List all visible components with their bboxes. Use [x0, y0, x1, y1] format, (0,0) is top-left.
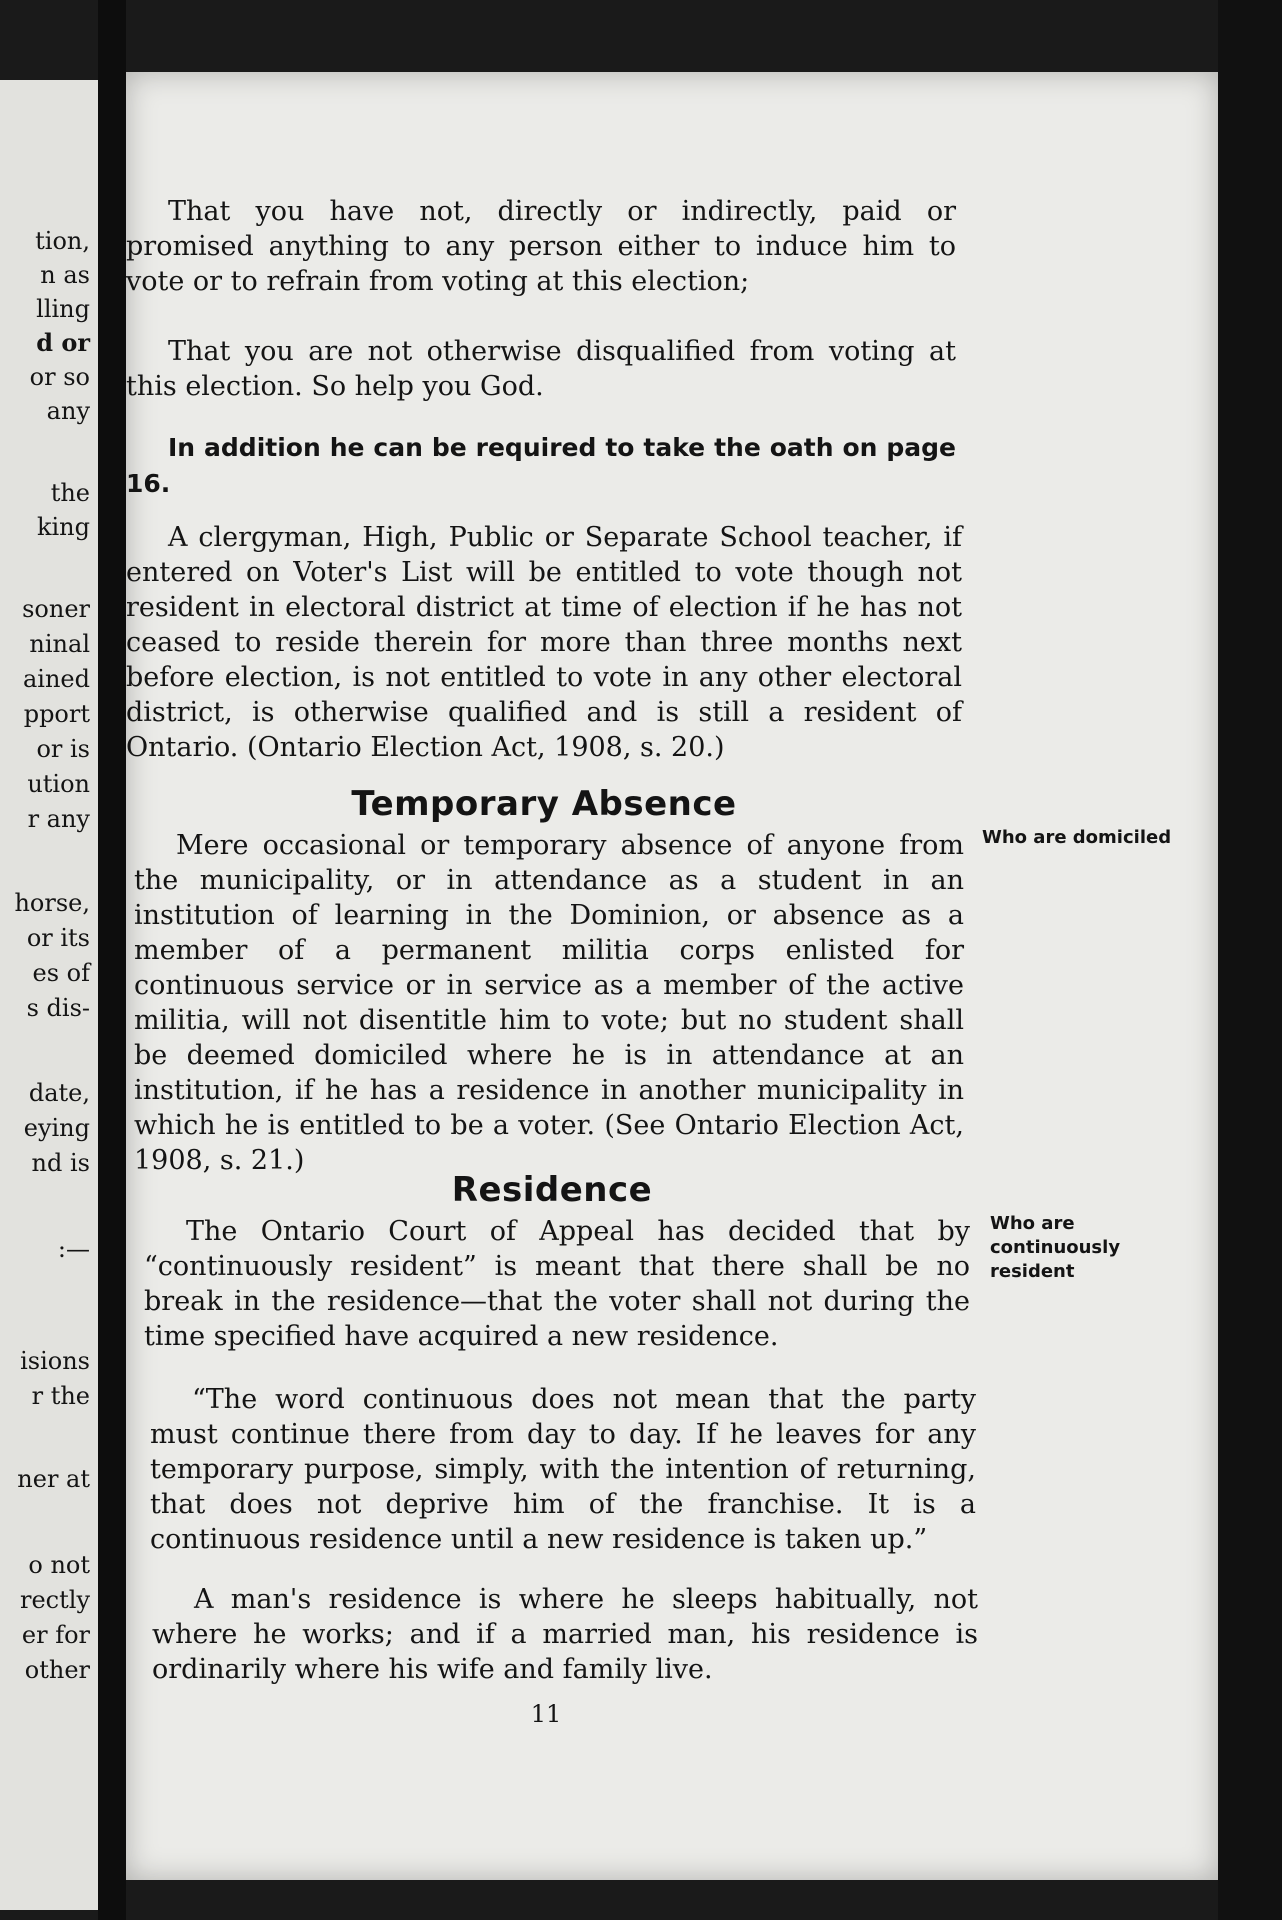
facing-page-fragment: ained: [22, 665, 90, 693]
facing-page-fragment: nd is: [31, 1149, 90, 1177]
facing-page-fragment: es of: [32, 959, 90, 987]
margin-note-domiciled: Who are domiciled: [982, 827, 1172, 848]
residence-paragraph: The Ontario Court of Appeal has decided that by “continuously resident” is meant that there shall be no break in the residence—that the voter shall not during the time specified have acquired a new residence.: [144, 1216, 970, 1352]
additional-oath-note: In addition he can be required to take the oath on page 16.: [126, 433, 956, 498]
margin-note-continuously-resident: Who are continuously resident: [990, 1213, 1121, 1282]
facing-page-fragment: d or: [36, 328, 90, 357]
book-gutter: [98, 0, 126, 1920]
facing-page-fragment: isions: [20, 1347, 90, 1375]
facing-page-fragment: eying: [23, 1114, 90, 1142]
facing-page-fragment: ution: [27, 770, 90, 798]
facing-page-fragment: date,: [28, 1079, 90, 1107]
oath-paragraph: That you have not, directly or indirectly, paid or promised anything to any person either to induce him to vote or to refrain from voting at this election;: [126, 196, 956, 297]
facing-page-fragment: other: [24, 1656, 90, 1684]
facing-page-fragment: n as: [40, 261, 90, 289]
background-edge: [1218, 0, 1282, 1920]
facing-page-fragment: or its: [26, 924, 90, 952]
facing-page-fragment: pport: [23, 700, 90, 728]
temporary-absence-paragraph: Mere occasional or temporary absence of anyone from the municipality, or in attendance as a student in an institution of learning in the Dominion, or absence as a member of a permanent militia corps enlisted for continuous service or in service as a member of the active militia, will not disentitle him to vote; but no student shall be deemed domiciled where he is in attendance at an institution, if he has a residence in another municipality in which he is entitled to be a voter. (See Ontario Election Act, 1908, s. 21.): [134, 830, 964, 1176]
facing-page-fragment: ner at: [17, 1465, 90, 1493]
facing-page-fragment: tion,: [35, 227, 90, 255]
facing-page-fragment: or so: [29, 363, 90, 391]
facing-page-fragment: r any: [27, 805, 90, 833]
facing-page-fragment: o not: [28, 1551, 90, 1579]
facing-page-fragment: any: [46, 397, 90, 425]
oath-paragraph: That you are not otherwise disqualified from voting at this election. So help you God.: [126, 336, 956, 402]
facing-page-fragment: er for: [21, 1621, 90, 1649]
facing-page-fragment: s dis-: [26, 994, 90, 1022]
facing-page-fragment: lling: [36, 295, 90, 323]
facing-page-fragment: soner: [22, 595, 90, 623]
facing-page-fragment: r the: [31, 1382, 90, 1410]
section-heading-residence: Residence: [451, 1170, 653, 1210]
page-number: 11: [530, 1700, 562, 1728]
facing-page-fragment: ninal: [29, 630, 90, 658]
facing-page-fragment: horse,: [14, 889, 90, 917]
document-page: [126, 72, 1218, 1880]
facing-page-fragment: king: [36, 513, 90, 541]
residence-definition-paragraph: A man's residence is where he sleeps habitually, not where he works; and if a married man, his residence is ordinarily where his wife and family live.: [152, 1584, 978, 1685]
facing-page-fragment: rectly: [20, 1586, 90, 1614]
facing-page-fragment: or is: [36, 735, 90, 763]
quotation-paragraph: “The word continuous does not mean that the party must continue there from day to day. If he leaves for any temporary purpose, simply, with the intention of returning, that does not deprive him of the franchise. It is a continuous residence until a new residence is taken up.”: [150, 1384, 976, 1555]
clergyman-paragraph: A clergyman, High, Public or Separate School teacher, if entered on Voter's List will be entitled to vote though not resident in electoral district at time of election if he has not ceased to reside therein for more than three months next before election, is not entitled to vote in any other electoral district, is otherwise qualified and is still a resident of Ontario. (Ontario Election Act, 1908, s. 20.): [126, 522, 962, 763]
facing-page-strip: [0, 80, 98, 1910]
section-heading-temporary-absence: Temporary Absence: [351, 784, 737, 824]
facing-page-fragment: :—: [57, 1235, 90, 1263]
facing-page-fragment: the: [50, 479, 90, 507]
